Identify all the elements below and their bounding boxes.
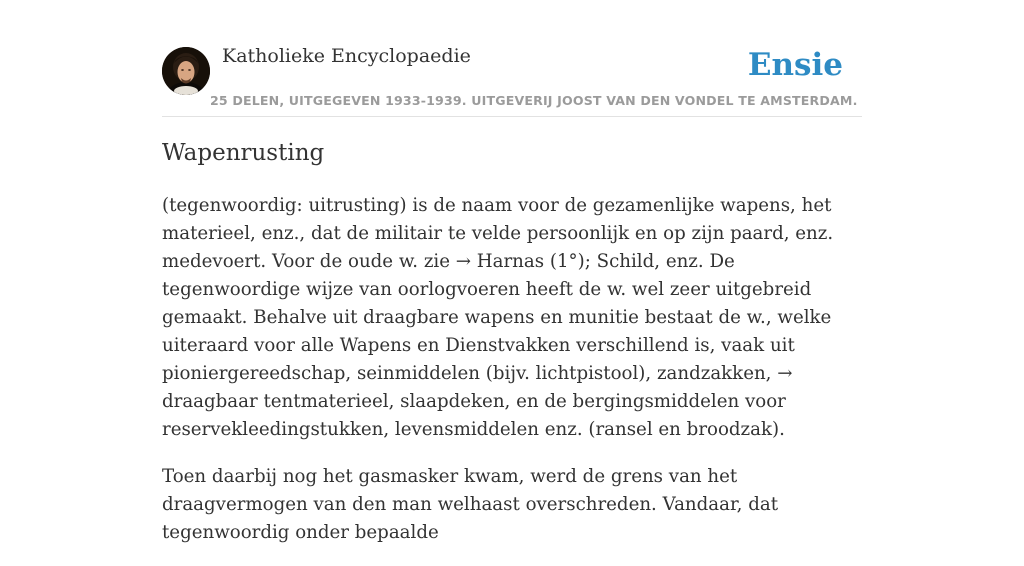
paragraph-1-text-b: (1°); Schild, enz. De tegenwoordige wijze van oorlogvoeren heeft de w. wel zeer uitgebreid gemaakt. Behalve uit draagbare wapens en munitie bestaat de w., welke uiteraard voor alle Wapens en Dienstvakken verschillend is, vaak uit pioniergereedschap, seinmiddelen (bijv. lichtpistool), zandzakken, (162, 251, 832, 384)
paragraph-1 (162, 192, 862, 444)
paragraph-1-text-c: , slaapdeken, en de bergingsmiddelen voor reservekleedingstukken, levensmiddelen enz. (ransel en broodzak). (162, 391, 786, 440)
entry-title: Wapenrusting (162, 140, 325, 166)
source-meta: 25 DELEN, UITGEGEVEN 1933-1939. UITGEVERIJ JOOST VAN DEN VONDEL TE AMSTERDAM. (210, 93, 858, 108)
page (162, 0, 862, 543)
avatar (162, 47, 210, 95)
source-header (162, 0, 862, 117)
paragraph-1-text-a: (tegenwoordig: uitrusting) is de naam voor de gezamenlijke wapens, het materieel, enz., dat de militair te velde persoonlijk en op zijn paard, enz. medevoert. Voor de oude w. zie (162, 195, 834, 272)
harnas-link[interactable]: → Harnas (455, 251, 545, 272)
portrait-image (162, 47, 210, 95)
entry-body (162, 192, 862, 566)
tentmaterieel-link[interactable]: → draagbaar tentmaterieel (162, 363, 793, 412)
ensie-logo-link[interactable]: Ensie (747, 47, 843, 83)
paragraph-2: Toen daarbij nog het gasmasker kwam, werd de grens van het draagvermogen van den man welhaast overschreden. Vandaar, dat tegenwoordig onder bepaalde (162, 466, 779, 543)
source-title[interactable]: Katholieke Encyclopaedie (222, 45, 471, 67)
